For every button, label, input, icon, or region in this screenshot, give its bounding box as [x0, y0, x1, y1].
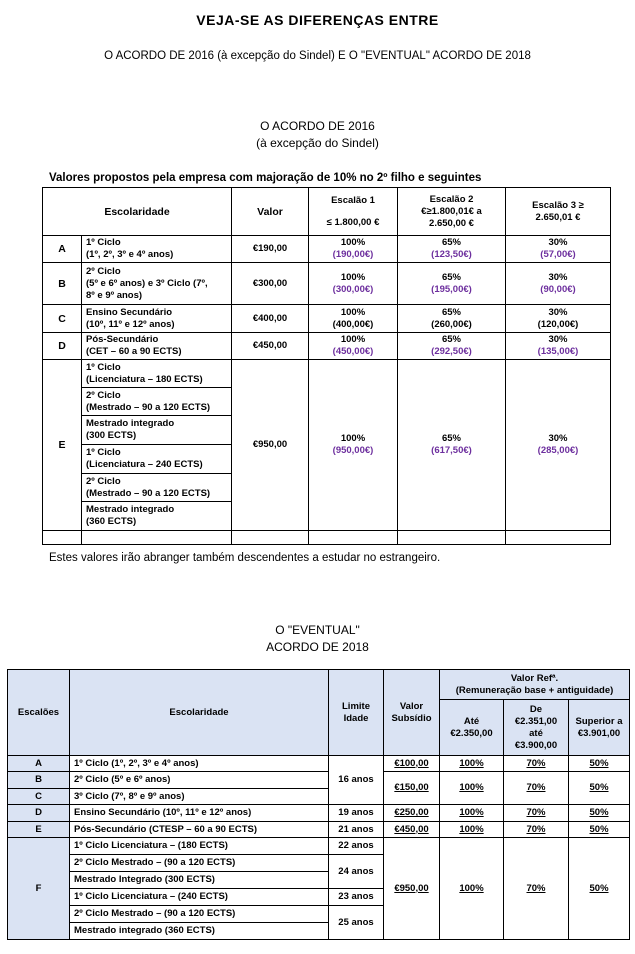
section-2016-title-line1: O ACORDO DE 2016 [260, 119, 375, 133]
table-row-empty [43, 531, 611, 545]
row-escolaridade: 1º Ciclo (1º, 2º, 3º e 4º anos) [70, 756, 329, 772]
row-pct-3: 50% [569, 772, 630, 805]
row-escalao-1: 100% (190,00€) [309, 236, 398, 263]
row-pct-1: 100% [440, 772, 504, 805]
section-2016-title [0, 118, 635, 152]
row-escalao-2: 65% (617,50€) [398, 360, 506, 531]
header-escalao-3-line1: Escalão 3 ≥ [532, 199, 584, 211]
section-2018-title-line1: O "EVENTUAL" [275, 623, 360, 637]
row-escolaridade-sub: Mestrado Integrado (300 ECTS) [70, 872, 329, 889]
row-pct-1: 100% [440, 756, 504, 772]
header-superior: Superior a €3.901,00 [569, 700, 630, 756]
row-escolaridade-sub: Mestrado integrado (300 ECTS) [82, 416, 232, 445]
row-letter: B [43, 263, 82, 305]
table-row [8, 756, 630, 772]
row-escolaridade-sub: 2º Ciclo (Mestrado – 90 a 120 ECTS) [82, 388, 232, 416]
row-escolaridade-sub: 2º Ciclo (Mestrado – 90 a 120 ECTS) [82, 474, 232, 502]
row-letter: D [8, 805, 70, 822]
table-2016-caption: Valores propostos pela empresa com majoração de 10% no 2º filho e seguintes [49, 172, 482, 184]
row-pct-1: 100% [440, 805, 504, 822]
header-escalao-1-line2: ≤ 1.800,00 € [326, 216, 380, 228]
header-de-ate: De €2.351,00 até €3.900,00 [504, 700, 569, 756]
header-escolaridade: Escolaridade [43, 188, 232, 236]
row-valor: €100,00 [384, 756, 440, 772]
row-escolaridade-sub: 2º Ciclo Mestrado – (90 a 120 ECTS) [70, 855, 329, 872]
table-row-f [8, 838, 630, 855]
header-escalao-3-line2: 2.650,01 € [535, 211, 581, 223]
row-limite: 23 anos [329, 889, 384, 906]
row-letter: C [8, 789, 70, 805]
row-escalao-1: 100% (400,00€) [309, 305, 398, 333]
header-valor-subsidio: Valor Subsídio [384, 670, 440, 756]
row-valor: €950,00 [384, 838, 440, 940]
row-escolaridade-sub: 2º Ciclo Mestrado – (90 a 120 ECTS) [70, 906, 329, 923]
row-letter: B [8, 772, 70, 789]
row-escolaridade-sub: 1º Ciclo (Licenciatura – 180 ECTS) [82, 360, 232, 388]
row-escalao-2: 65% (292,50€) [398, 333, 506, 360]
row-pct-2: 70% [504, 805, 569, 822]
row-escalao-1: 100% (450,00€) [309, 333, 398, 360]
row-letter: E [8, 822, 70, 838]
row-escolaridade-sub: Mestrado integrado (360 ECTS) [70, 923, 329, 940]
row-letter: A [8, 756, 70, 772]
row-escalao-3: 30% (90,00€) [506, 263, 611, 305]
row-limite: 19 anos [329, 805, 384, 822]
header-escalao-3 [506, 188, 611, 236]
header-escalao-2-line1: Escalão 2 [429, 193, 474, 205]
table-2016 [42, 187, 611, 545]
row-limite: 16 anos [329, 756, 384, 805]
row-letter: F [8, 838, 70, 940]
header-escalao-2 [398, 188, 506, 236]
row-letter: A [43, 236, 82, 263]
row-pct-1: 100% [440, 822, 504, 838]
header-escaloes: Escalões [8, 670, 70, 756]
table-row [8, 805, 630, 822]
page-subtitle: O ACORDO DE 2016 (à excepção do Sindel) E O "EVENTUAL" ACORDO DE 2018 [104, 50, 531, 62]
row-escalao-3: 30% (120,00€) [506, 305, 611, 333]
row-valor: €150,00 [384, 772, 440, 805]
header-ate: Até €2.350,00 [440, 700, 504, 756]
row-escalao-2: 65% (123,50€) [398, 236, 506, 263]
section-2016-title-line2: (à excepção do Sindel) [256, 136, 379, 150]
row-pct-3: 50% [569, 805, 630, 822]
row-escolaridade: 2º Ciclo (5º e 6º anos) [70, 772, 329, 789]
row-escalao-2: 65% (260,00€) [398, 305, 506, 333]
header-escalao-2-line3: 2.650,00 € [429, 217, 474, 229]
table-row [43, 236, 611, 263]
row-pct-3: 50% [569, 822, 630, 838]
row-limite: 25 anos [329, 906, 384, 940]
row-escolaridade-sub: 1º Ciclo Licenciatura – (180 ECTS) [70, 838, 329, 855]
row-valor: €450,00 [384, 822, 440, 838]
row-escalao-3: 30% (57,00€) [506, 236, 611, 263]
row-valor: €300,00 [232, 263, 309, 305]
row-escolaridade-sub: 1º Ciclo (Licenciatura – 240 ECTS) [82, 445, 232, 474]
row-escolaridade: 1º Ciclo (1º, 2º, 3º e 4º anos) [82, 236, 232, 263]
header-valor: Valor [232, 188, 309, 236]
table-row [43, 305, 611, 333]
row-valor: €250,00 [384, 805, 440, 822]
table-row [43, 333, 611, 360]
table-row [8, 822, 630, 838]
row-pct-2: 70% [504, 838, 569, 940]
row-escolaridade: 2º Ciclo (5º e 6º anos) e 3º Ciclo (7º, 8º e 9º anos) [82, 263, 232, 305]
page-title: VEJA-SE AS DIFERENÇAS ENTRE [196, 12, 439, 28]
table-row-e [43, 360, 611, 388]
row-pct-1: 100% [440, 838, 504, 940]
row-limite: 24 anos [329, 855, 384, 889]
row-letter: C [43, 305, 82, 333]
row-escolaridade: Pós-Secundário (CET – 60 a 90 ECTS) [82, 333, 232, 360]
row-pct-2: 70% [504, 756, 569, 772]
table-2018-header-row-1 [8, 670, 630, 700]
table-row [43, 263, 611, 305]
table-row [8, 772, 630, 789]
row-escalao-2: 65% (195,00€) [398, 263, 506, 305]
header-escalao-2-line2: €≥1.800,01€ a [421, 205, 482, 217]
table-2018 [7, 669, 630, 940]
header-valor-ref: Valor Refª. (Remuneração base + antiguidade) [440, 670, 630, 700]
row-escalao-3: 30% (135,00€) [506, 333, 611, 360]
row-escolaridade: Pós-Secundário (CTESP – 60 a 90 ECTS) [70, 822, 329, 838]
header-escalao-1-line1: Escalão 1 [331, 194, 375, 206]
row-escolaridade-sub: 1º Ciclo Licenciatura – (240 ECTS) [70, 889, 329, 906]
section-2018-title [0, 622, 635, 656]
row-escolaridade: Ensino Secundário (10º, 11º e 12º anos) [82, 305, 232, 333]
row-valor: €400,00 [232, 305, 309, 333]
row-escalao-1: 100% (300,00€) [309, 263, 398, 305]
row-escalao-3: 30% (285,00€) [506, 360, 611, 531]
row-pct-3: 50% [569, 838, 630, 940]
row-pct-2: 70% [504, 772, 569, 805]
row-pct-3: 50% [569, 756, 630, 772]
row-pct-2: 70% [504, 822, 569, 838]
row-escalao-1: 100% (950,00€) [309, 360, 398, 531]
table-2016-header-row [43, 188, 611, 236]
header-limite-idade: Limite Idade [329, 670, 384, 756]
row-escolaridade-sub: Mestrado integrado (360 ECTS) [82, 502, 232, 531]
header-escolaridade: Escolaridade [70, 670, 329, 756]
row-letter: D [43, 333, 82, 360]
row-letter: E [43, 360, 82, 531]
row-valor: €950,00 [232, 360, 309, 531]
header-escalao-1 [309, 188, 398, 236]
row-limite: 21 anos [329, 822, 384, 838]
section-2018-title-line2: ACORDO DE 2018 [266, 640, 369, 654]
row-valor: €190,00 [232, 236, 309, 263]
row-escolaridade: Ensino Secundário (10º, 11º e 12º anos) [70, 805, 329, 822]
table-2016-note: Estes valores irão abranger também descendentes a estudar no estrangeiro. [49, 552, 441, 564]
row-escolaridade: 3º Ciclo (7º, 8º e 9º anos) [70, 789, 329, 805]
row-limite: 22 anos [329, 838, 384, 855]
row-valor: €450,00 [232, 333, 309, 360]
